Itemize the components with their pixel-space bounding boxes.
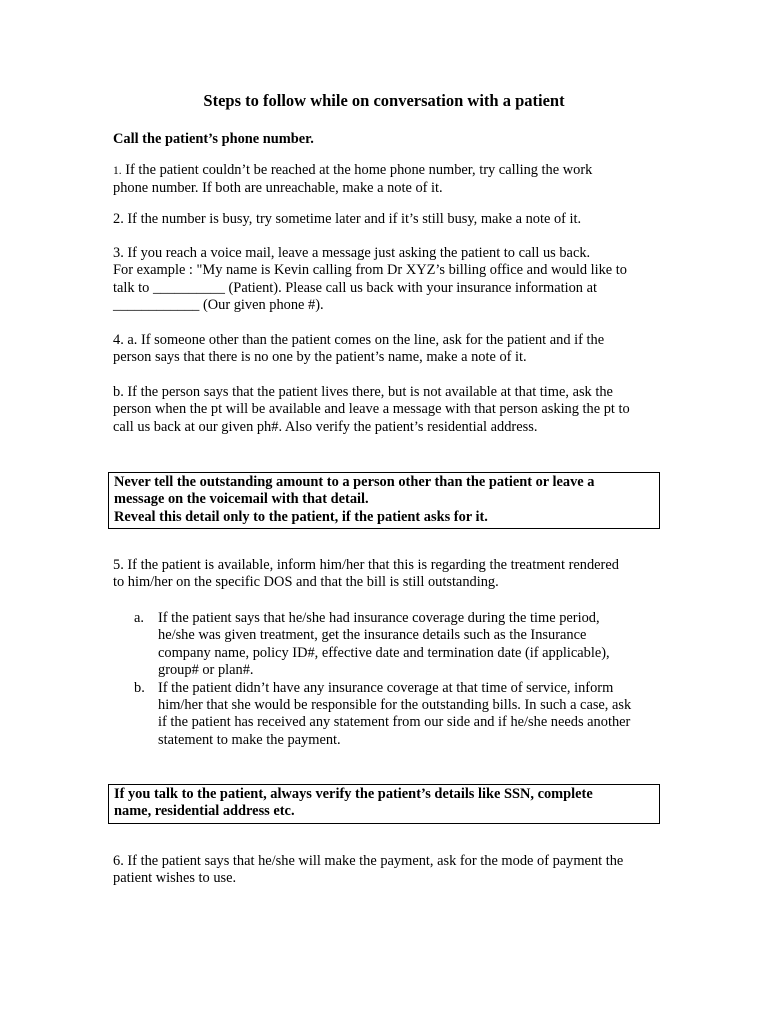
list-marker-b: b. <box>134 679 145 696</box>
step-6-paragraph <box>113 853 658 888</box>
list-a-line-3: company name, policy ID#, effective date and termination date (if applicable), <box>158 644 610 661</box>
list-item <box>134 610 664 680</box>
document-title: Steps to follow while on conversation with a patient <box>203 91 565 110</box>
list-marker-a: a. <box>134 610 144 626</box>
note-2-line-2: name, residential address etc. <box>114 803 295 820</box>
step-1-paragraph <box>113 162 658 198</box>
list-b-line-1: If the patient didn’t have any insurance coverage at that time of service, inform <box>158 679 614 696</box>
step-6-line-1: 6. If the patient says that he/she will make the payment, ask for the mode of payment the <box>113 853 624 869</box>
step-5-paragraph <box>113 557 658 592</box>
list-b-line-2: him/her that she would be responsible for the outstanding bills. In such a case, ask <box>158 697 632 714</box>
step-1-line-1 <box>113 162 658 180</box>
note-1-line-1: Never tell the outstanding amount to a person other than the patient or leave a <box>114 474 595 490</box>
step-4b-line-3: call us back at our given ph#. Also verify the patient’s residential address. <box>113 418 538 435</box>
step-3-line-2: For example : "My name is Kevin calling from Dr XYZ’s billing office and would like to <box>113 262 627 279</box>
note-2-line-1: If you talk to the patient, always verify the patient’s details like SSN, complete <box>114 786 593 802</box>
verify-note-box <box>108 784 660 824</box>
note-1-line-2: message on the voicemail with that detail. <box>114 491 369 508</box>
list-a-line-1: If the patient says that he/she had insurance coverage during the time period, <box>158 610 600 626</box>
step-3-line-3: talk to __________ (Patient). Please call us back with your insurance information at <box>113 279 597 296</box>
section-heading: Call the patient’s phone number. <box>113 131 314 147</box>
step-1-number: 1. <box>113 165 122 177</box>
step-5-list <box>134 610 664 749</box>
step-3-line-4: ____________ (Our given phone #). <box>113 297 324 314</box>
step-4a-line-2: person says that there is no one by the patient’s name, make a note of it. <box>113 349 527 366</box>
step-6-line-2: patient wishes to use. <box>113 870 237 887</box>
list-a-line-4: group# or plan#. <box>158 662 254 679</box>
list-item <box>134 680 664 750</box>
step-3-paragraph <box>113 245 658 315</box>
step-4b-paragraph <box>113 384 658 436</box>
step-2-line-1: 2. If the number is busy, try sometime later and if it’s still busy, make a note of it. <box>113 211 582 227</box>
step-1-line-1-text: If the patient couldn’t be reached at the home phone number, try calling the work <box>121 162 593 178</box>
step-5-line-1: 5. If the patient is available, inform him/her that this is regarding the treatment rendered <box>113 557 619 573</box>
note-1-line-3: Reveal this detail only to the patient, if the patient asks for it. <box>114 508 488 525</box>
step-3-line-1: 3. If you reach a voice mail, leave a message just asking the patient to call us back. <box>113 245 591 261</box>
list-a-line-2: he/she was given treatment, get the insurance details such as the Insurance <box>158 627 587 644</box>
list-b-line-4: statement to make the payment. <box>158 731 341 748</box>
list-b-line-3: if the patient has received any statement from our side and if he/she needs another <box>158 714 631 731</box>
step-1-line-2: phone number. If both are unreachable, make a note of it. <box>113 180 443 197</box>
warning-note-box <box>108 472 660 529</box>
step-4a-line-1: 4. a. If someone other than the patient comes on the line, ask for the patient and if the <box>113 332 605 348</box>
step-2-paragraph <box>113 211 658 228</box>
step-4a-paragraph <box>113 332 658 367</box>
step-5-line-2: to him/her on the specific DOS and that the bill is still outstanding. <box>113 574 499 591</box>
step-4b-line-1: b. If the person says that the patient lives there, but is not available at that time, ask the <box>113 384 613 400</box>
step-4b-line-2: person when the pt will be available and leave a message with that person asking the pt to <box>113 401 630 418</box>
